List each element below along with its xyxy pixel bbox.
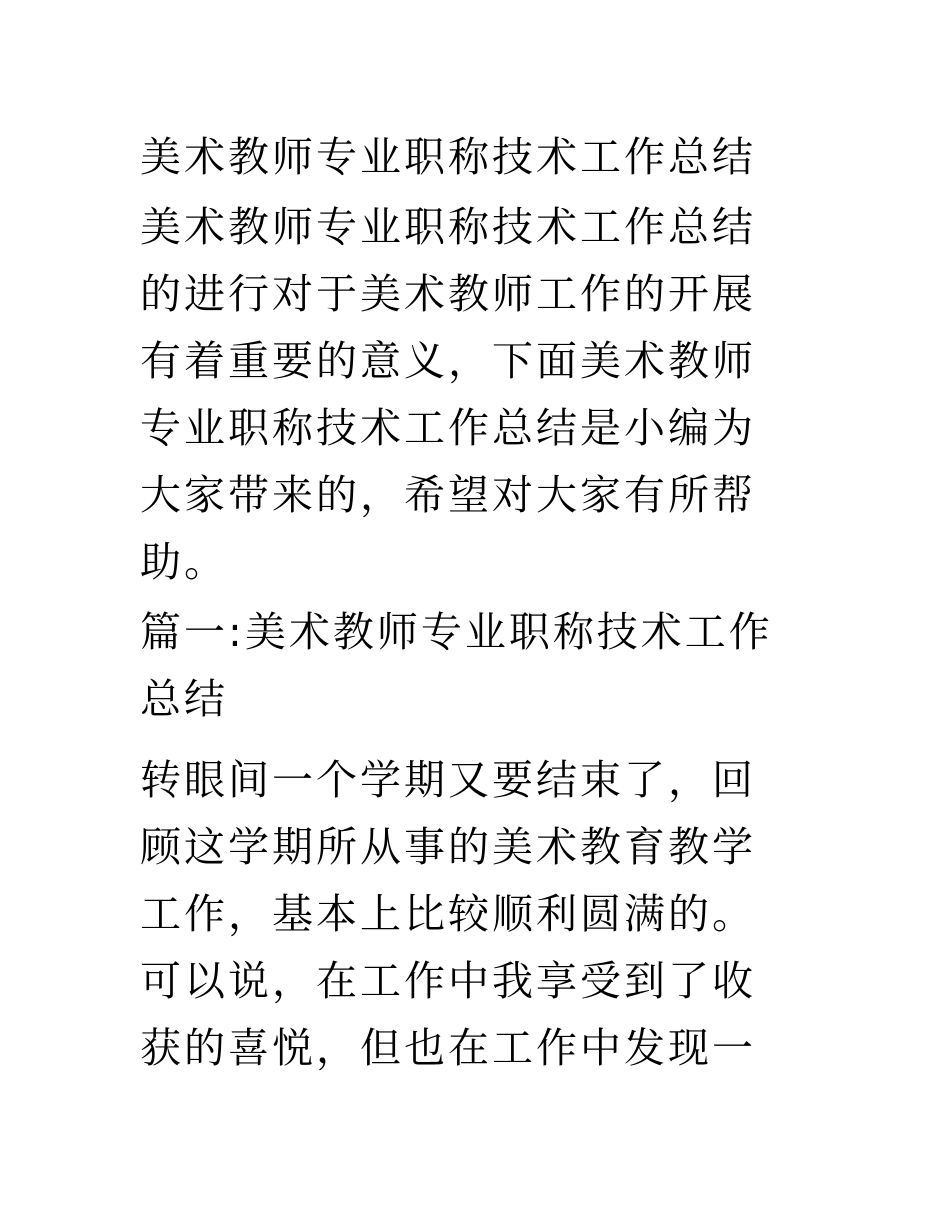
section-heading-line: 篇一:美术教师专业职称技术工作 (140, 608, 773, 656)
body-line: 获的喜悦，但也在工作中发现一 (140, 1024, 756, 1072)
document-page (140, 124, 790, 1082)
intro-line: 有着重要的意义，下面美术教师 (140, 337, 756, 385)
intro-line: 助。 (140, 538, 228, 586)
body-line: 转眼间一个学期又要结束了，回 (140, 756, 756, 804)
intro-line: 专业职称技术工作总结是小编为 (140, 404, 756, 452)
body-line: 可以说，在工作中我享受到了收 (140, 957, 756, 1005)
section-heading-line: 总结 (140, 675, 228, 723)
section-heading (140, 599, 790, 733)
intro-line: 的进行对于美术教师工作的开展 (140, 270, 756, 318)
document-title: 美术教师专业职称技术工作总结 (140, 133, 756, 181)
body-line: 工作，基本上比较顺利圆满的。 (140, 890, 756, 938)
body-line: 顾这学期所从事的美术教育教学 (140, 823, 756, 871)
intro-line: 美术教师专业职称技术工作总结 (140, 203, 756, 251)
body-paragraph (140, 747, 790, 1082)
intro-line: 大家带来的，希望对大家有所帮 (140, 471, 756, 519)
intro-paragraph (140, 194, 790, 596)
